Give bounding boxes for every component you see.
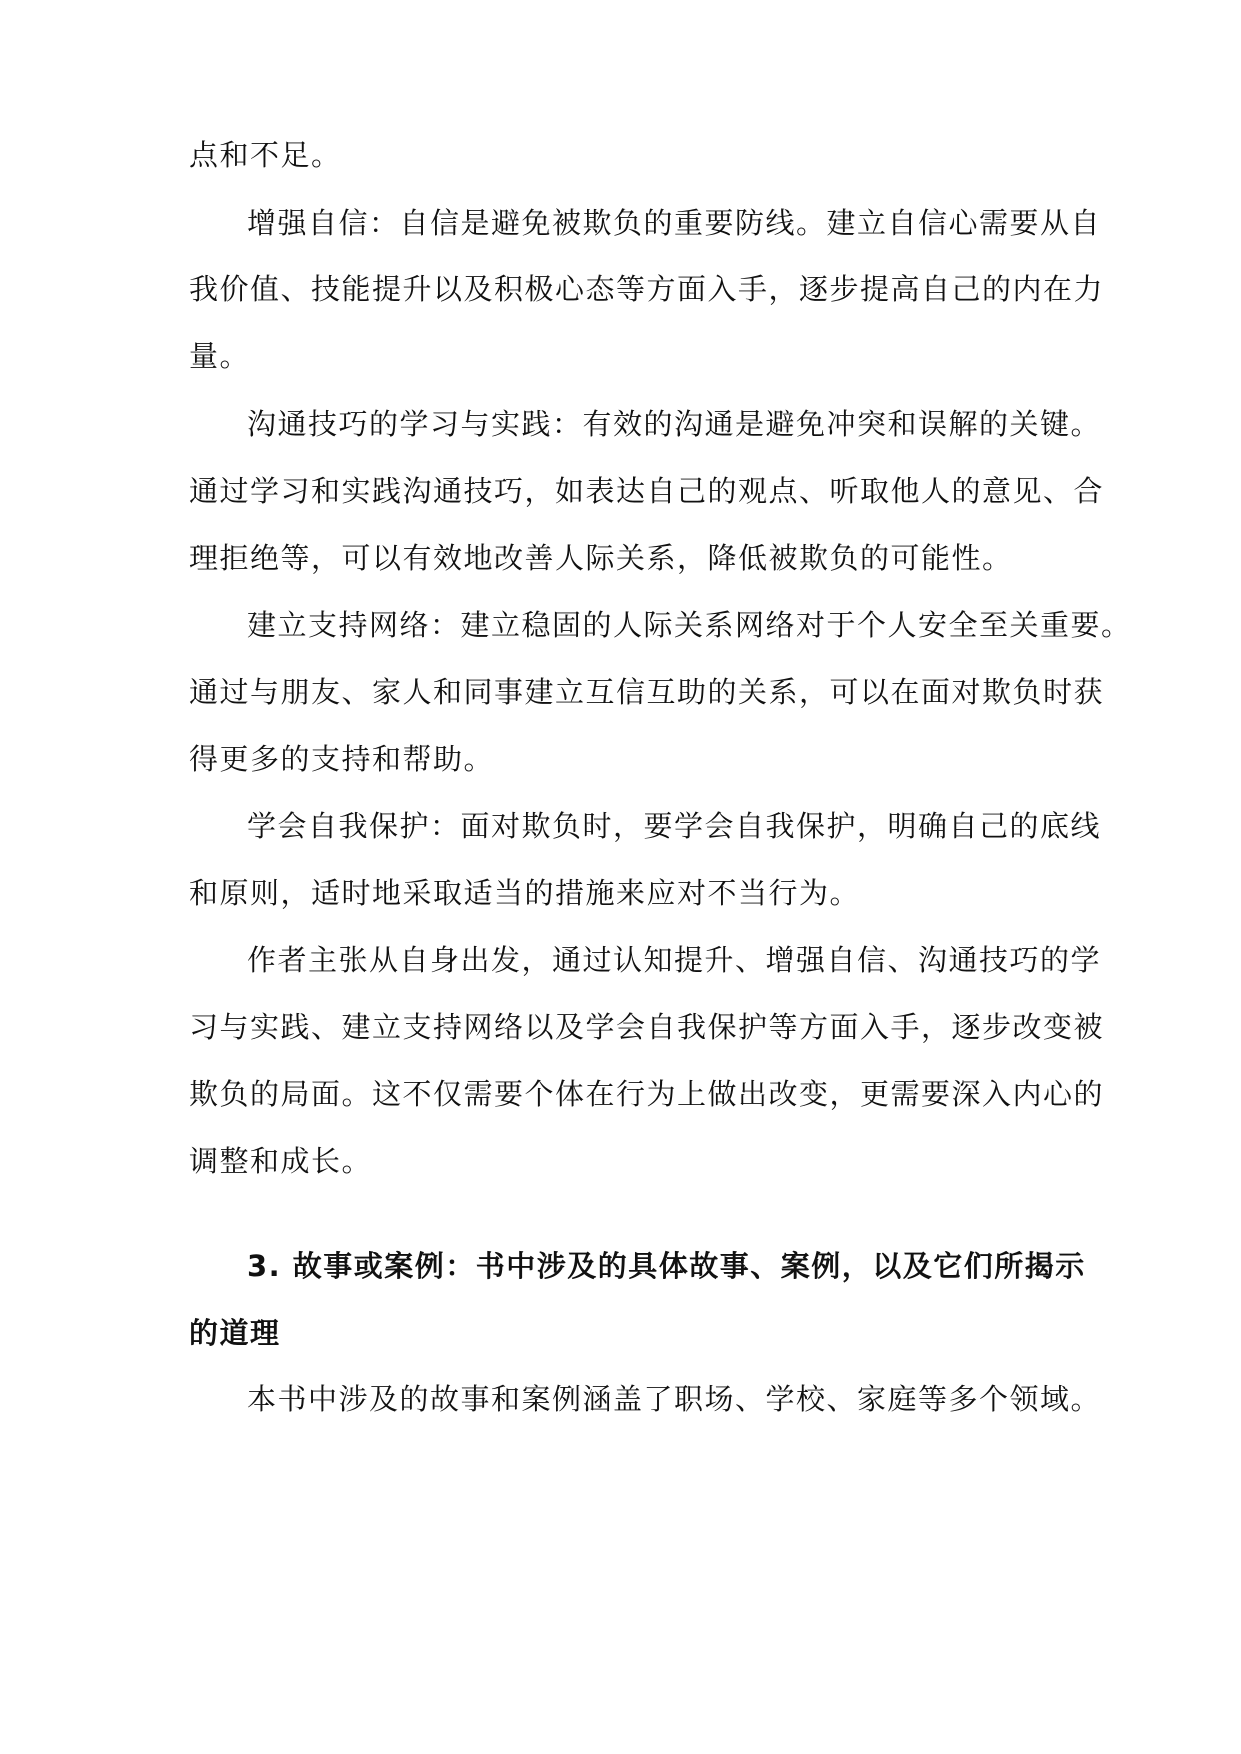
paragraph-line: 点和不足。 [189,138,342,172]
paragraph-line: 习与实践、建立支持网络以及学会自我保护等方面入手，逐步改变被 [189,1010,1105,1044]
paragraph-line: 沟通技巧的学习与实践：有效的沟通是避免冲突和误解的关键。 [247,407,1102,441]
paragraph-line: 欺负的局面。这不仅需要个体在行为上做出改变，更需要深入内心的 [189,1077,1105,1111]
paragraph-line: 通过学习和实践沟通技巧，如表达自己的观点、听取他人的意见、合 [189,474,1105,508]
paragraph-line: 通过与朋友、家人和同事建立互信互助的关系，可以在面对欺负时获 [189,675,1105,709]
paragraph-line: 增强自信：自信是避免被欺负的重要防线。建立自信心需要从自 [247,206,1102,240]
paragraph-line: 量。 [189,339,251,373]
paragraph-line: 理拒绝等，可以有效地改善人际关系，降低被欺负的可能性。 [189,541,1013,575]
paragraph-line: 我价值、技能提升以及积极心态等方面入手，逐步提高自己的内在力 [189,272,1105,306]
paragraph-line: 学会自我保护：面对欺负时，要学会自我保护，明确自己的底线 [247,809,1102,843]
section-heading: 的道理 [189,1316,281,1350]
paragraph-line: 得更多的支持和帮助。 [189,742,495,776]
paragraph-line: 作者主张从自身出发，通过认知提升、增强自信、沟通技巧的学 [247,943,1102,977]
paragraph-line: 和原则，适时地采取适当的措施来应对不当行为。 [189,876,861,910]
section-heading: 3. 故事或案例：书中涉及的具体故事、案例，以及它们所揭示 [247,1249,1086,1283]
paragraph-line: 建立支持网络：建立稳固的人际关系网络对于个人安全至关重要。 [247,608,1132,642]
paragraph-line: 本书中涉及的故事和案例涵盖了职场、学校、家庭等多个领域。 [247,1382,1102,1416]
paragraph-line: 调整和成长。 [189,1144,373,1178]
